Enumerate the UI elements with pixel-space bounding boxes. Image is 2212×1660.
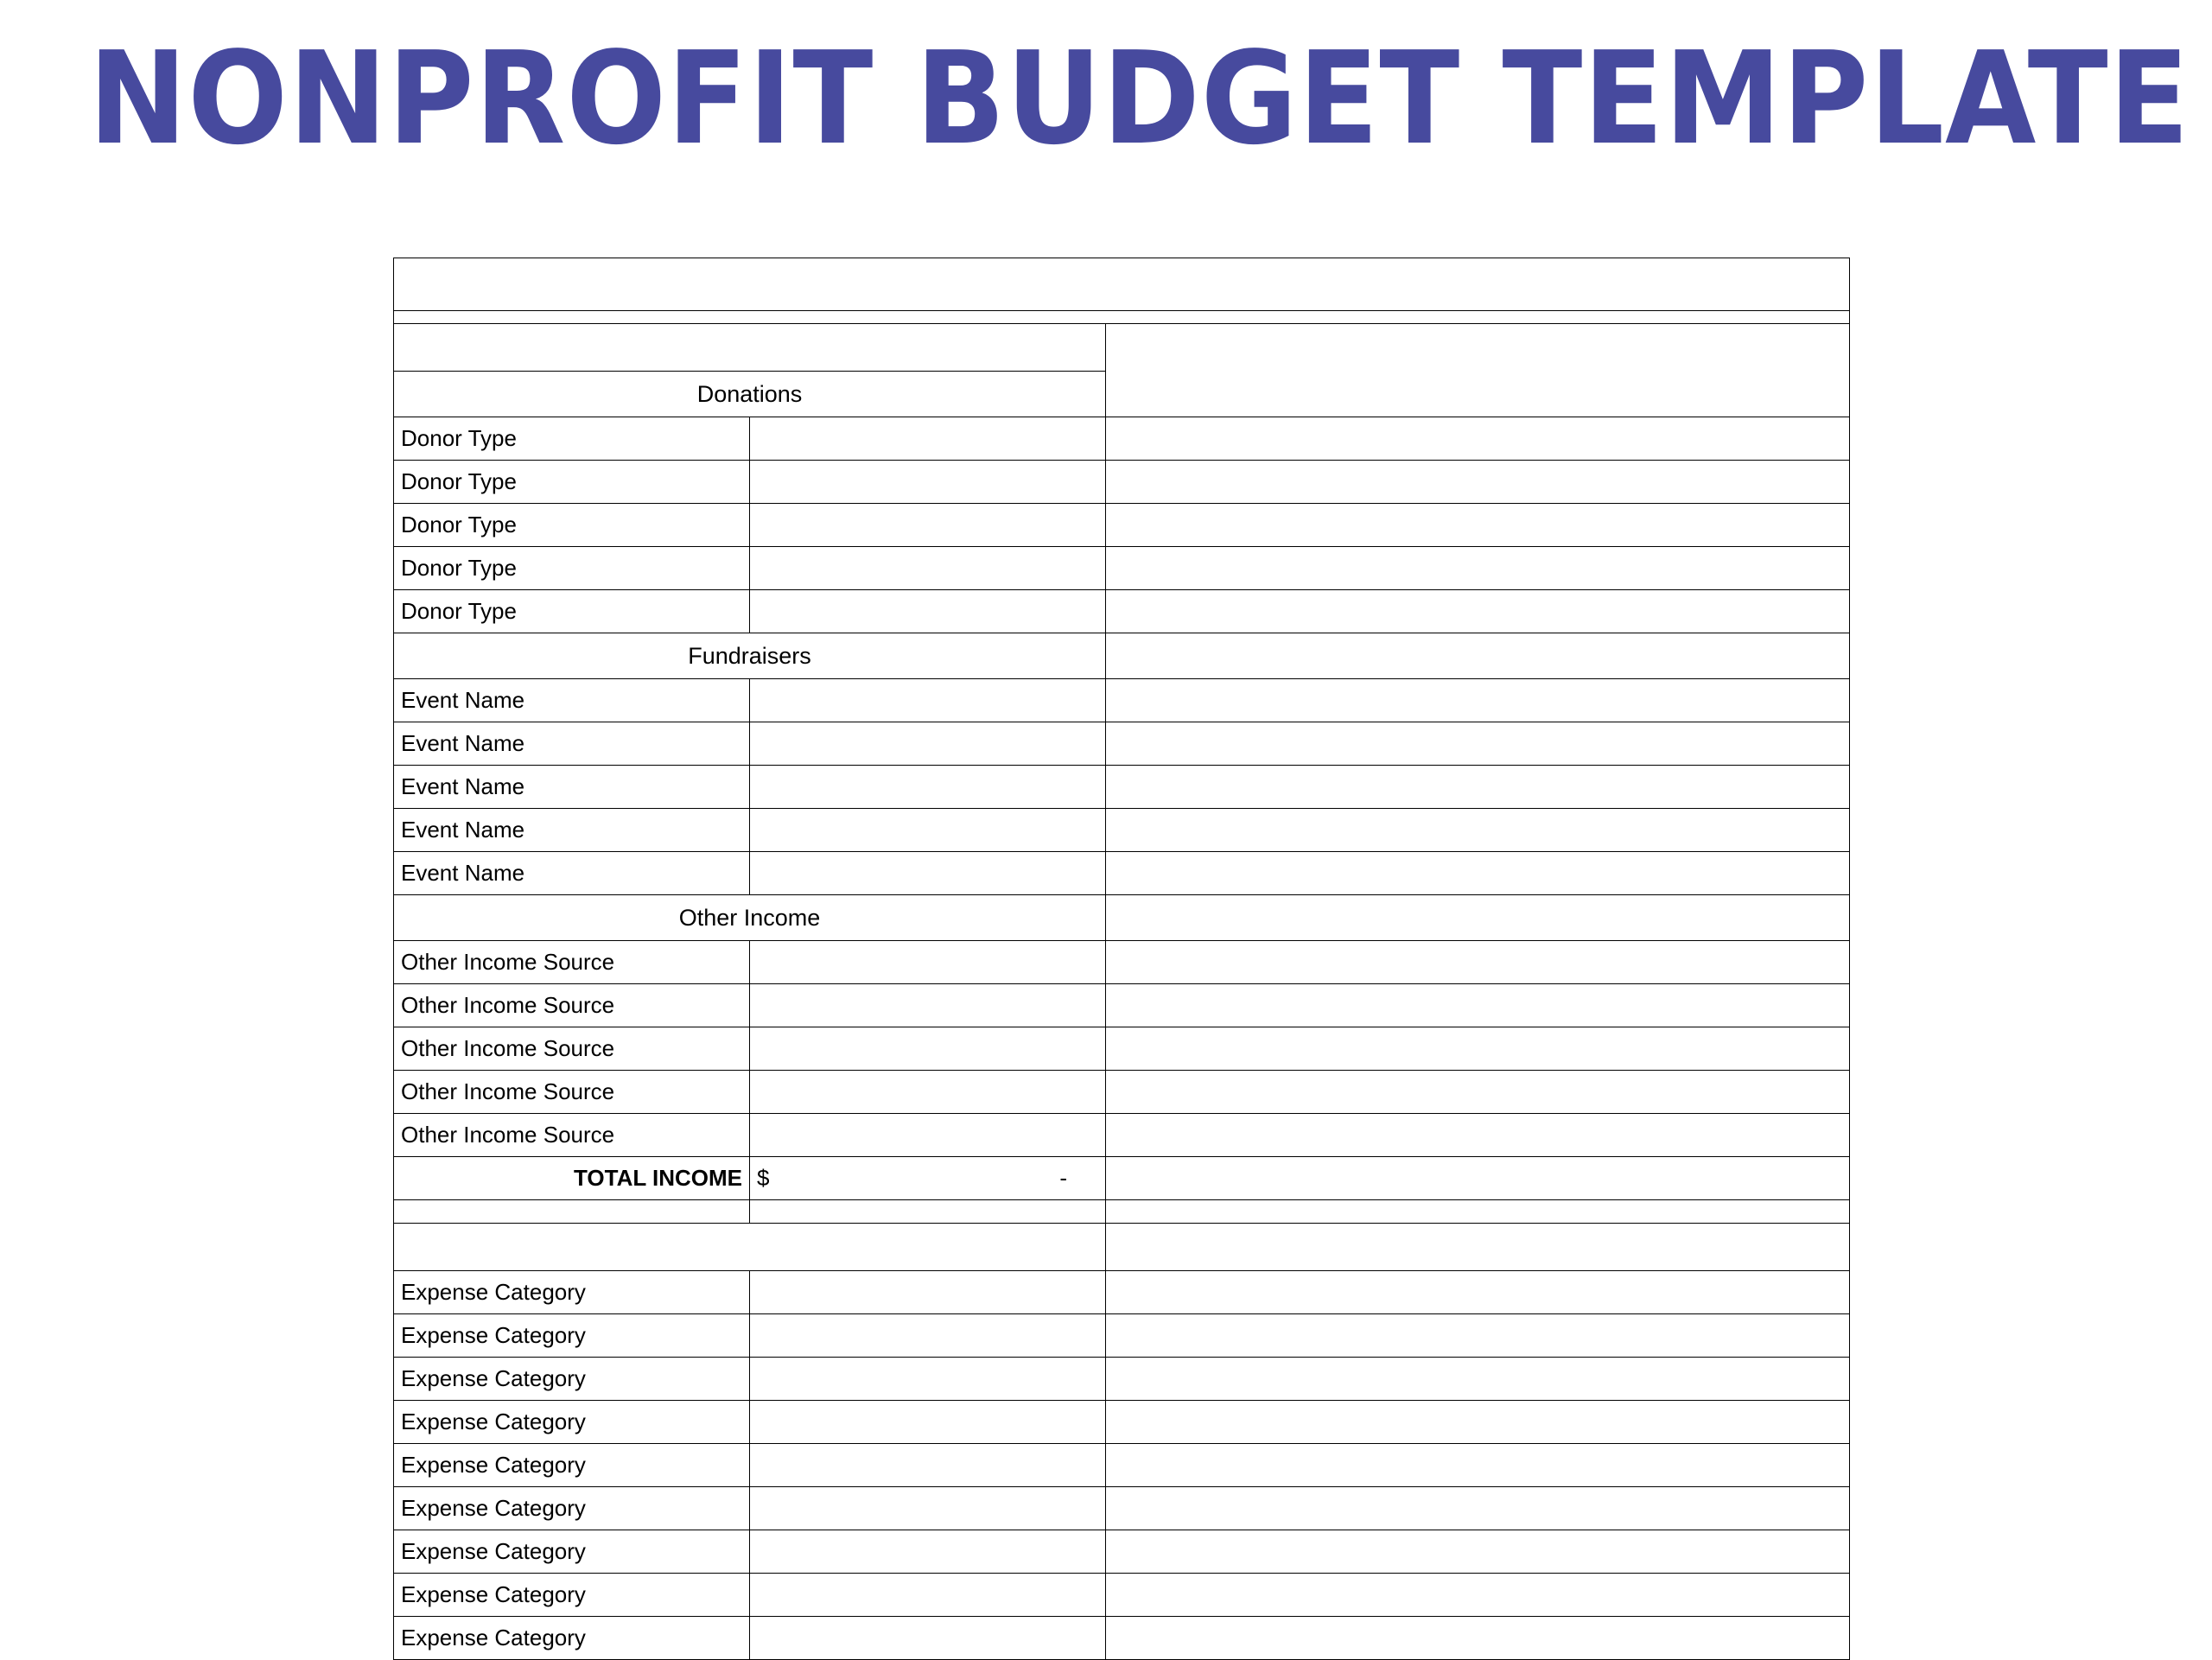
table-row: [394, 547, 1850, 590]
row-notes[interactable]: [1106, 504, 1850, 547]
table-row: [394, 1114, 1850, 1157]
row-amount[interactable]: [750, 1574, 1106, 1617]
table-row: [394, 504, 1850, 547]
row-amount[interactable]: [750, 417, 1106, 461]
row-amount[interactable]: [750, 941, 1106, 984]
row-amount[interactable]: [750, 590, 1106, 633]
row-amount[interactable]: [750, 504, 1106, 547]
row-amount[interactable]: [750, 1027, 1106, 1071]
row-amount[interactable]: [750, 1314, 1106, 1358]
row-label[interactable]: Expense Category: [394, 1574, 750, 1617]
table-row: [394, 1271, 1850, 1314]
org-name-cell[interactable]: NONPROFIT NAME: [394, 258, 1850, 311]
row-notes[interactable]: [1106, 679, 1850, 722]
spacer-cell: [394, 1200, 750, 1224]
row-amount[interactable]: [750, 547, 1106, 590]
table-row: [394, 1444, 1850, 1487]
row-label[interactable]: Donor Type: [394, 547, 750, 590]
row-notes[interactable]: [1106, 1314, 1850, 1358]
total-income-label: TOTAL INCOME: [394, 1157, 750, 1200]
total-income-value[interactable]: [750, 1157, 1106, 1200]
row-notes[interactable]: [1106, 461, 1850, 504]
budget-table: [393, 258, 1850, 1660]
table-row: [394, 941, 1850, 984]
row-notes[interactable]: [1106, 722, 1850, 766]
black-divider: [394, 311, 1850, 324]
row-label[interactable]: Donor Type: [394, 461, 750, 504]
row-amount[interactable]: [750, 461, 1106, 504]
expenses-header: Expenses: [394, 1224, 1106, 1271]
row-label[interactable]: Other Income Source: [394, 1027, 750, 1071]
row-label[interactable]: Expense Category: [394, 1358, 750, 1401]
row-notes[interactable]: [1106, 1487, 1850, 1530]
row-notes[interactable]: [1106, 590, 1850, 633]
row-label[interactable]: Expense Category: [394, 1401, 750, 1444]
table-row: [394, 417, 1850, 461]
row-label[interactable]: Donor Type: [394, 417, 750, 461]
row-notes[interactable]: [1106, 1114, 1850, 1157]
row-label[interactable]: Event Name: [394, 766, 750, 809]
row-amount[interactable]: [750, 722, 1106, 766]
row-notes[interactable]: [1106, 1358, 1850, 1401]
row-label[interactable]: Other Income Source: [394, 1114, 750, 1157]
row-label[interactable]: Event Name: [394, 679, 750, 722]
row-notes[interactable]: [1106, 1530, 1850, 1574]
row-label[interactable]: Expense Category: [394, 1271, 750, 1314]
row-amount[interactable]: [750, 1617, 1106, 1660]
income-notes-header: Notes: [1106, 324, 1850, 417]
total-income-amount: -: [1059, 1165, 1067, 1191]
row-notes[interactable]: [1106, 1574, 1850, 1617]
row-amount[interactable]: [750, 1271, 1106, 1314]
row-label[interactable]: Other Income Source: [394, 1071, 750, 1114]
row-label[interactable]: Expense Category: [394, 1530, 750, 1574]
subhead-notes[interactable]: [1106, 633, 1850, 679]
row-label[interactable]: Expense Category: [394, 1314, 750, 1358]
table-row: [394, 590, 1850, 633]
row-label[interactable]: Event Name: [394, 852, 750, 895]
row-amount[interactable]: [750, 852, 1106, 895]
row-amount[interactable]: [750, 984, 1106, 1027]
row-notes[interactable]: [1106, 1071, 1850, 1114]
row-notes[interactable]: [1106, 766, 1850, 809]
income-header: Income: [394, 324, 1106, 372]
budget-table-body: [394, 258, 1850, 1660]
subhead-row-fundraisers: [394, 633, 1850, 679]
subhead-donations: Donations: [394, 372, 1106, 417]
subhead-row-other-income: [394, 895, 1850, 941]
row-amount[interactable]: [750, 1071, 1106, 1114]
row-notes[interactable]: [1106, 1271, 1850, 1314]
row-label[interactable]: Donor Type: [394, 590, 750, 633]
divider-row: [394, 311, 1850, 324]
row-label[interactable]: Other Income Source: [394, 941, 750, 984]
expenses-header-row: [394, 1224, 1850, 1271]
budget-sheet: [393, 258, 1849, 1660]
subhead-fundraisers: Fundraisers: [394, 633, 1106, 679]
row-notes[interactable]: [1106, 941, 1850, 984]
income-header-row: [394, 324, 1850, 372]
total-income-row: [394, 1157, 1850, 1200]
currency-symbol: $: [757, 1165, 770, 1191]
row-amount[interactable]: [750, 679, 1106, 722]
row-notes[interactable]: [1106, 1027, 1850, 1071]
row-label[interactable]: Event Name: [394, 809, 750, 852]
row-amount[interactable]: [750, 1114, 1106, 1157]
row-label[interactable]: Event Name: [394, 722, 750, 766]
row-label[interactable]: Expense Category: [394, 1444, 750, 1487]
table-row: [394, 852, 1850, 895]
row-notes[interactable]: [1106, 984, 1850, 1027]
table-row: [394, 1530, 1850, 1574]
table-row: [394, 461, 1850, 504]
row-amount[interactable]: [750, 1358, 1106, 1401]
table-row: [394, 1027, 1850, 1071]
row-amount[interactable]: [750, 809, 1106, 852]
row-amount[interactable]: [750, 766, 1106, 809]
table-row: [394, 1358, 1850, 1401]
table-row: [394, 766, 1850, 809]
table-row: [394, 1487, 1850, 1530]
table-row: [394, 1401, 1850, 1444]
table-row: [394, 809, 1850, 852]
spacer-cell: [750, 1200, 1106, 1224]
subhead-other-income: Other Income: [394, 895, 1106, 941]
table-row: [394, 984, 1850, 1027]
table-row: [394, 722, 1850, 766]
row-notes[interactable]: [1106, 547, 1850, 590]
row-notes[interactable]: [1106, 417, 1850, 461]
table-row: [394, 1071, 1850, 1114]
table-row: [394, 1617, 1850, 1660]
row-notes[interactable]: [1106, 809, 1850, 852]
org-name-row: [394, 258, 1850, 311]
row-notes[interactable]: [1106, 1401, 1850, 1444]
expenses-notes-header: Notes: [1106, 1224, 1850, 1271]
spacer-cell: [1106, 1200, 1850, 1224]
row-notes[interactable]: [1106, 1444, 1850, 1487]
total-income-notes[interactable]: [1106, 1157, 1850, 1200]
row-label[interactable]: Other Income Source: [394, 984, 750, 1027]
row-label[interactable]: Expense Category: [394, 1487, 750, 1530]
page-title: NONPROFIT BUDGET TEMPLATE: [88, 24, 2190, 173]
section-spacer-row: [394, 1200, 1850, 1224]
row-notes[interactable]: [1106, 852, 1850, 895]
row-amount[interactable]: [750, 1444, 1106, 1487]
row-label[interactable]: Expense Category: [394, 1617, 750, 1660]
row-label[interactable]: Donor Type: [394, 504, 750, 547]
row-amount[interactable]: [750, 1487, 1106, 1530]
table-row: [394, 1574, 1850, 1617]
row-amount[interactable]: [750, 1530, 1106, 1574]
table-row: [394, 1314, 1850, 1358]
row-amount[interactable]: [750, 1401, 1106, 1444]
table-row: [394, 679, 1850, 722]
subhead-notes[interactable]: [1106, 895, 1850, 941]
row-notes[interactable]: [1106, 1617, 1850, 1660]
